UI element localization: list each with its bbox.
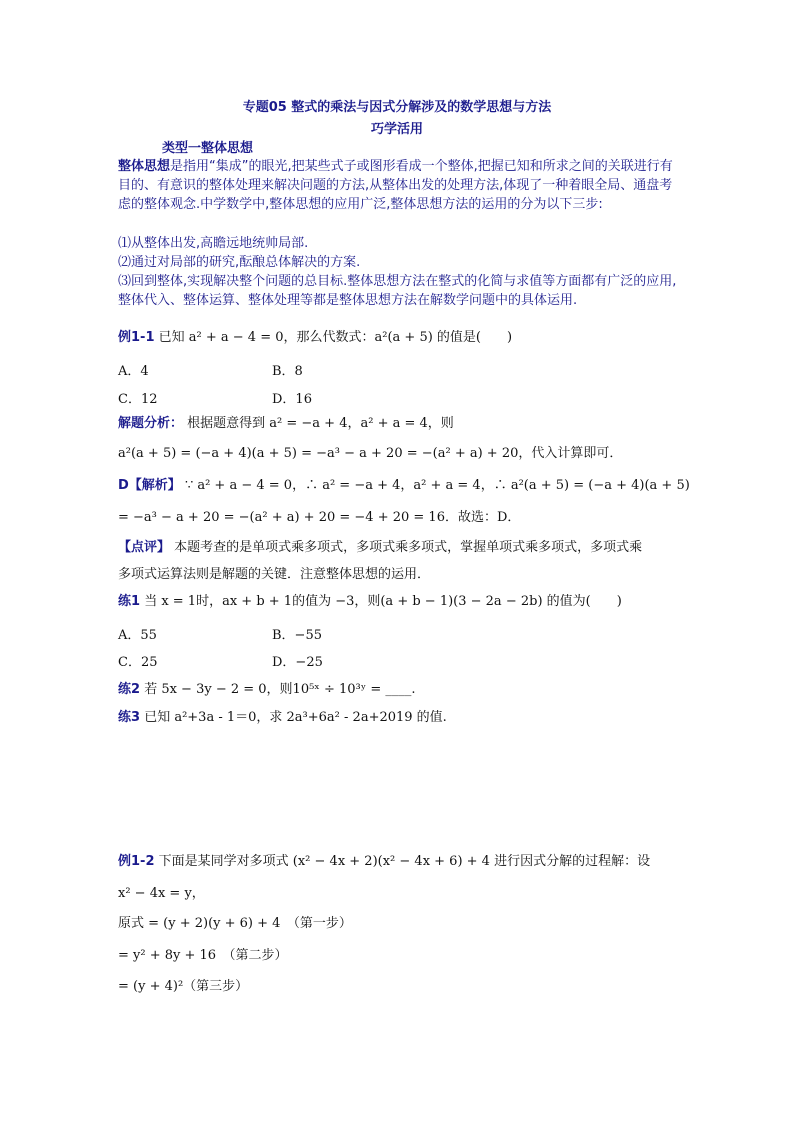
practice-stem: 若 5x − 3y − 2 = 0，则10⁵ˣ ÷ 10³ʸ = ____. (144, 682, 416, 697)
intro-text: 是指用“集成”的眼光,把某些式子或图形看成一个整体,把握已知和所求之间的关联进行有目的、有意识的整体处理来解决问题的方法,从整体出发的处理方法,体现了一种着眼全局、通盘考虑的整体观念.中学数学中,整体思想的应用广泛,整体思想方法的运用的分为以下三步: (118, 159, 673, 212)
option-d: D．16 (272, 392, 312, 407)
example-1-2 (118, 852, 650, 871)
example-line-3: = y² + 8y + 16 （第二步） (118, 948, 288, 963)
comment-label: 【点评】 (118, 540, 171, 555)
practice-stem: 已知 a²+3a - 1＝0，求 2a³+6a² - 2a+2019 的值. (144, 710, 447, 725)
practice-label: 练3 (118, 710, 141, 725)
solution-label: D【解析】 (118, 478, 181, 493)
solution-line-1 (118, 476, 690, 495)
document-subtitle: 巧学活用 (370, 122, 423, 137)
intro-term: 整体思想 (118, 159, 171, 174)
section-heading: 类型一整体思想 (162, 141, 254, 156)
step-2: ⑵通过对局部的研究,酝酿总体解决的方案. (118, 255, 361, 270)
solution-line-2: = −a³ − a + 20 = −(a² + a) + 20 = −4 + 20 = 16．故选：D． (118, 510, 521, 525)
analysis-label: 解题分析： (118, 416, 184, 431)
practice-2 (118, 680, 416, 699)
option-a: A．4 (118, 364, 149, 379)
practice-3 (118, 708, 447, 727)
analysis-line-2: a²(a + 5) = (−a + 4)(a + 5) = −a³ − a + 20 = −(a² + a) + 20，代入计算即可． (118, 446, 623, 461)
example-label: 例1-1 (118, 330, 155, 345)
practice-stem: 当 x = 1时，ax + b + 1的值为 −3，则(a + b − 1)(3 − 2a − 2b) 的值为( ) (144, 594, 622, 609)
example-stem: 下面是某同学对多项式 (x² − 4x + 2)(x² − 4x + 6) + 4 进行因式分解的过程解：设 (158, 854, 651, 869)
analysis-text-1: 根据题意得到 a² = −a + 4，a² + a = 4，则 (187, 416, 454, 431)
intro-paragraph (118, 157, 680, 214)
practice-label: 练1 (118, 594, 141, 609)
practice-label: 练2 (118, 682, 141, 697)
solution-text-1: ∵ a² + a − 4 = 0，∴ a² = −a + 4，a² + a = 4，∴ a²(a + 5) = (−a + 4)(a + 5) (184, 478, 690, 493)
comment-text-1: 本题考查的是单项式乘多项式，多项式乘多项式，掌握单项式乘多项式，多项式乘 (174, 540, 643, 555)
example-1-1 (118, 328, 512, 347)
example-stem: 已知 a² + a − 4 = 0，那么代数式：a²(a + 5) 的值是( ) (158, 330, 513, 345)
practice-1 (118, 592, 622, 611)
example-line-4: = (y + 4)²（第三步） (118, 979, 249, 994)
option-b: B．−55 (272, 628, 322, 643)
comment-line-1 (118, 538, 642, 557)
option-a: A．55 (118, 628, 157, 643)
option-c: C．25 (118, 655, 158, 670)
option-c: C．12 (118, 392, 158, 407)
option-d: D．−25 (272, 655, 323, 670)
comment-line-2: 多项式运算法则是解题的关键．注意整体思想的运用． (118, 567, 431, 582)
analysis-line-1 (118, 414, 454, 433)
example-line-2: 原式 = (y + 2)(y + 6) + 4 （第一步） (118, 916, 352, 931)
step-1: ⑴从整体出发,高瞻远地统帅局部. (118, 236, 309, 251)
option-b: B．8 (272, 364, 303, 379)
step-3: ⑶回到整体,实现解决整个问题的总目标.整体思想方法在整式的化简与求值等方面都有广泛的应用,整体代入、整体运算、整体处理等都是整体思想方法在解数学问题中的具体运用. (118, 274, 677, 308)
example-label: 例1-2 (118, 854, 155, 869)
document-title: 专题05 整式的乘法与因式分解涉及的数学思想与方法 (242, 100, 552, 115)
example-line-1: x² − 4x = y， (118, 886, 205, 901)
